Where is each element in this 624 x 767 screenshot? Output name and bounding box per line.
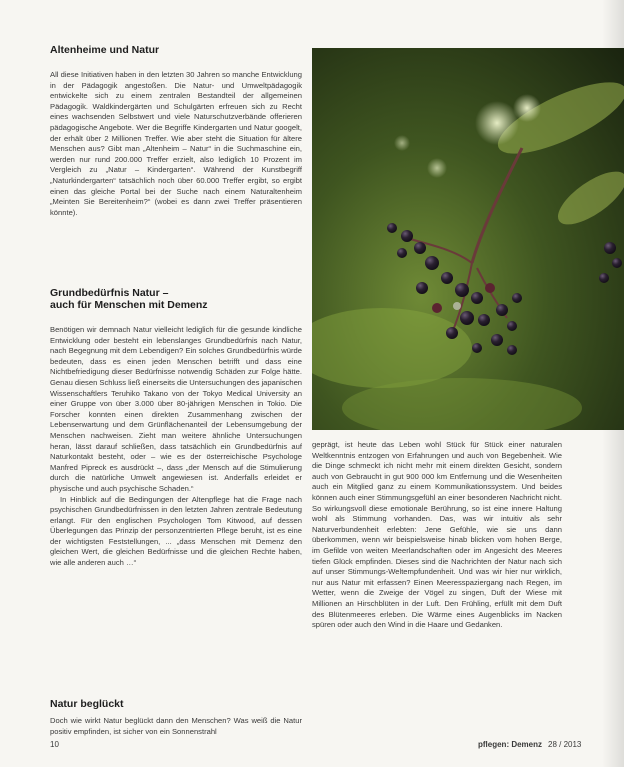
section-body-altenheime xyxy=(50,70,302,266)
right-column-text xyxy=(312,440,562,736)
paragraph: Benötigen wir demnach Natur vielleicht lediglich für die gesunde kindliche Entwicklung oder besteht ein lebenslanges Grundbedürfnis nach Natur, nach Begegnung mit dem Lebendigen? Ein solches Grundbedürfnis würde bedeuten, dass es einen jeden Menschen betrifft und dass eine Nichtbefriedigung dieser Bedürfnisse notwendig Schäden zur Folge hätte. Genau diesen Schluss ließ einerseits die Untersuchungen des japanischen Wissenschaftlers Teruhiko Takano von der Tokyo Medical University an einer Gruppe von über 3.000 über 80-jährigen Menschen in Tokio. Die Forscher konnten einen direkten Zusammenhang zwischen der Lebenserwartung und dem Grünflächenanteil der Lebensumgebung der Menschen nachweisen. Zieht man weitere ähnliche Untersuchungen heran, lässt darauf schließen, dass tatsächlich ein Grundbedürfnis auf Naturkontakt besteht, oder – wie es der österreichische Psychologe Manfred Pipreck es ausdrückt –, dass „der Mensch auf die Stimulierung durch die natürliche Umwelt angewiesen ist. Anderfalls erleidet er physische und auch psychische Schaden.“ xyxy=(50,325,302,493)
section-body-natur-begluckt xyxy=(50,716,302,738)
heading-line: Grundbedürfnis Natur – xyxy=(50,287,169,299)
magazine-name: pflegen: Demenz xyxy=(478,740,543,749)
heading-line: auch für Menschen mit Demenz xyxy=(50,299,208,311)
paragraph: Doch wie wirkt Natur beglückt dann den Menschen? Was weiß die Natur positiv empfinden, ist sicher von ein Sonnenstrahl xyxy=(50,716,302,736)
section-heading-natur-begluckt: Natur beglückt xyxy=(50,698,124,710)
paragraph: In Hinblick auf die Bedingungen der Altenpflege hat die Frage nach psychischen Grundbedürfnissen in den letzten Jahren zentrale Bedeutung erlangt. Für den englischen Psychologen Tom Kitwood, auf dessen Überlegungen das Prinzip der personzentrierten Pflege beruht, ist es eine der wichtigsten Feststellungen, ... „dass Menschen mit Demenz den gleichen Wert, die gleichen Bedürfnisse und die gleichen Rechte haben, wie alle anderen auch …“ xyxy=(50,494,302,568)
section-body-grundbeduerfnis xyxy=(50,325,302,683)
elderberry-photo xyxy=(312,48,624,430)
page-number: 10 xyxy=(50,740,59,749)
issue-number: 28 / 2013 xyxy=(548,740,582,749)
paragraph: All diese Initiativen haben in den letzten 30 Jahren so manche Entwicklung in der Pädagogik angestoßen. Die Natur- und Umweltpädagogik entwickelte sich zu einem zentralen Bestandteil der allgemeinen Pädagogik. Waldkindergärten und Schulgärten erfreuen sich zu Recht eines wachsenden Selbstwert und viele Naturschutzverbände offerieren pädagogische Angebote. Wer die Begriffe Kindergarten und Natur googelt, der erhält über 2 Millionen Treffer. Wie aber steht die Situation für ältere Menschen aus? Gibt man „Altenheim – Natur“ in die Suchmaschine ein, werden nur rund 200.000 Treffer erzielt, also lediglich 10 Prozent im Vergleich zu „Natur – Kindergarten“. Während der Kunstbegriff „Naturkindergarten“ tatsächlich noch über 60.000 Treffer ergibt, so ergibt einen das gleiche Portal bei der Suche nach einem Naturaltenheim „Meinten Sie Bereitenheim?“ (wobei es dann zwei Treffer präsentieren könnte). xyxy=(50,70,302,217)
paragraph: geprägt, ist heute das Leben wohl Stück für Stück einer naturalen Weltkenntnis entzogen von Erfahrungen und auch von Begebenheit. Wie die Dinge schmeckt ich nicht mehr mit einem direkten Gesicht, sondern auch von Gebraucht in gut 900 000 km Entfernung und die Wesenheiten auch ein Mitglied ganz zu einem Kommunikationssystem. Und beides können auch einer Stimmungsgefühl an einer besonderen Nachricht nicht. So wirkungsvoll diese emotionale Berührung, so ist eine innere Haltung wohl als Stimmung vorhanden. Das, was wir intuitiv als sehr Naturverbundenheit erlebten: Jene Gefühle, wie sie uns dann überkommen, wenn wir beispielsweise hinab blicken vom hohen Berge, im Gefilde von weiten Meerlandschaften oder im Angesicht des Meeres tiefen Glück empfinden. Dieses sind die Nachrichten der Natur nach sich auf unser Stimmungs-Weltempfundenheit. Und was wir hier nur wirklich, nur aus Natur mit erfassen? Einen Meeresspaziergang nach Regen, im Wetter, wenn die Zweige der Vögel zu singen, Duft der Wiese mit Millionen an Hirschblüten in der Luft. Den Frühling, erfüllt mit dem Duft des Blütenmeeres erleben. Die Wärme eines Augenblicks im Nacken spüren oder auch den Wind in die Haare und Gedanken. xyxy=(312,440,562,630)
elderberry-illustration xyxy=(312,48,624,430)
section-heading-grundbeduerfnis xyxy=(50,287,208,311)
section-heading-altenheime: Altenheime und Natur xyxy=(50,44,160,56)
